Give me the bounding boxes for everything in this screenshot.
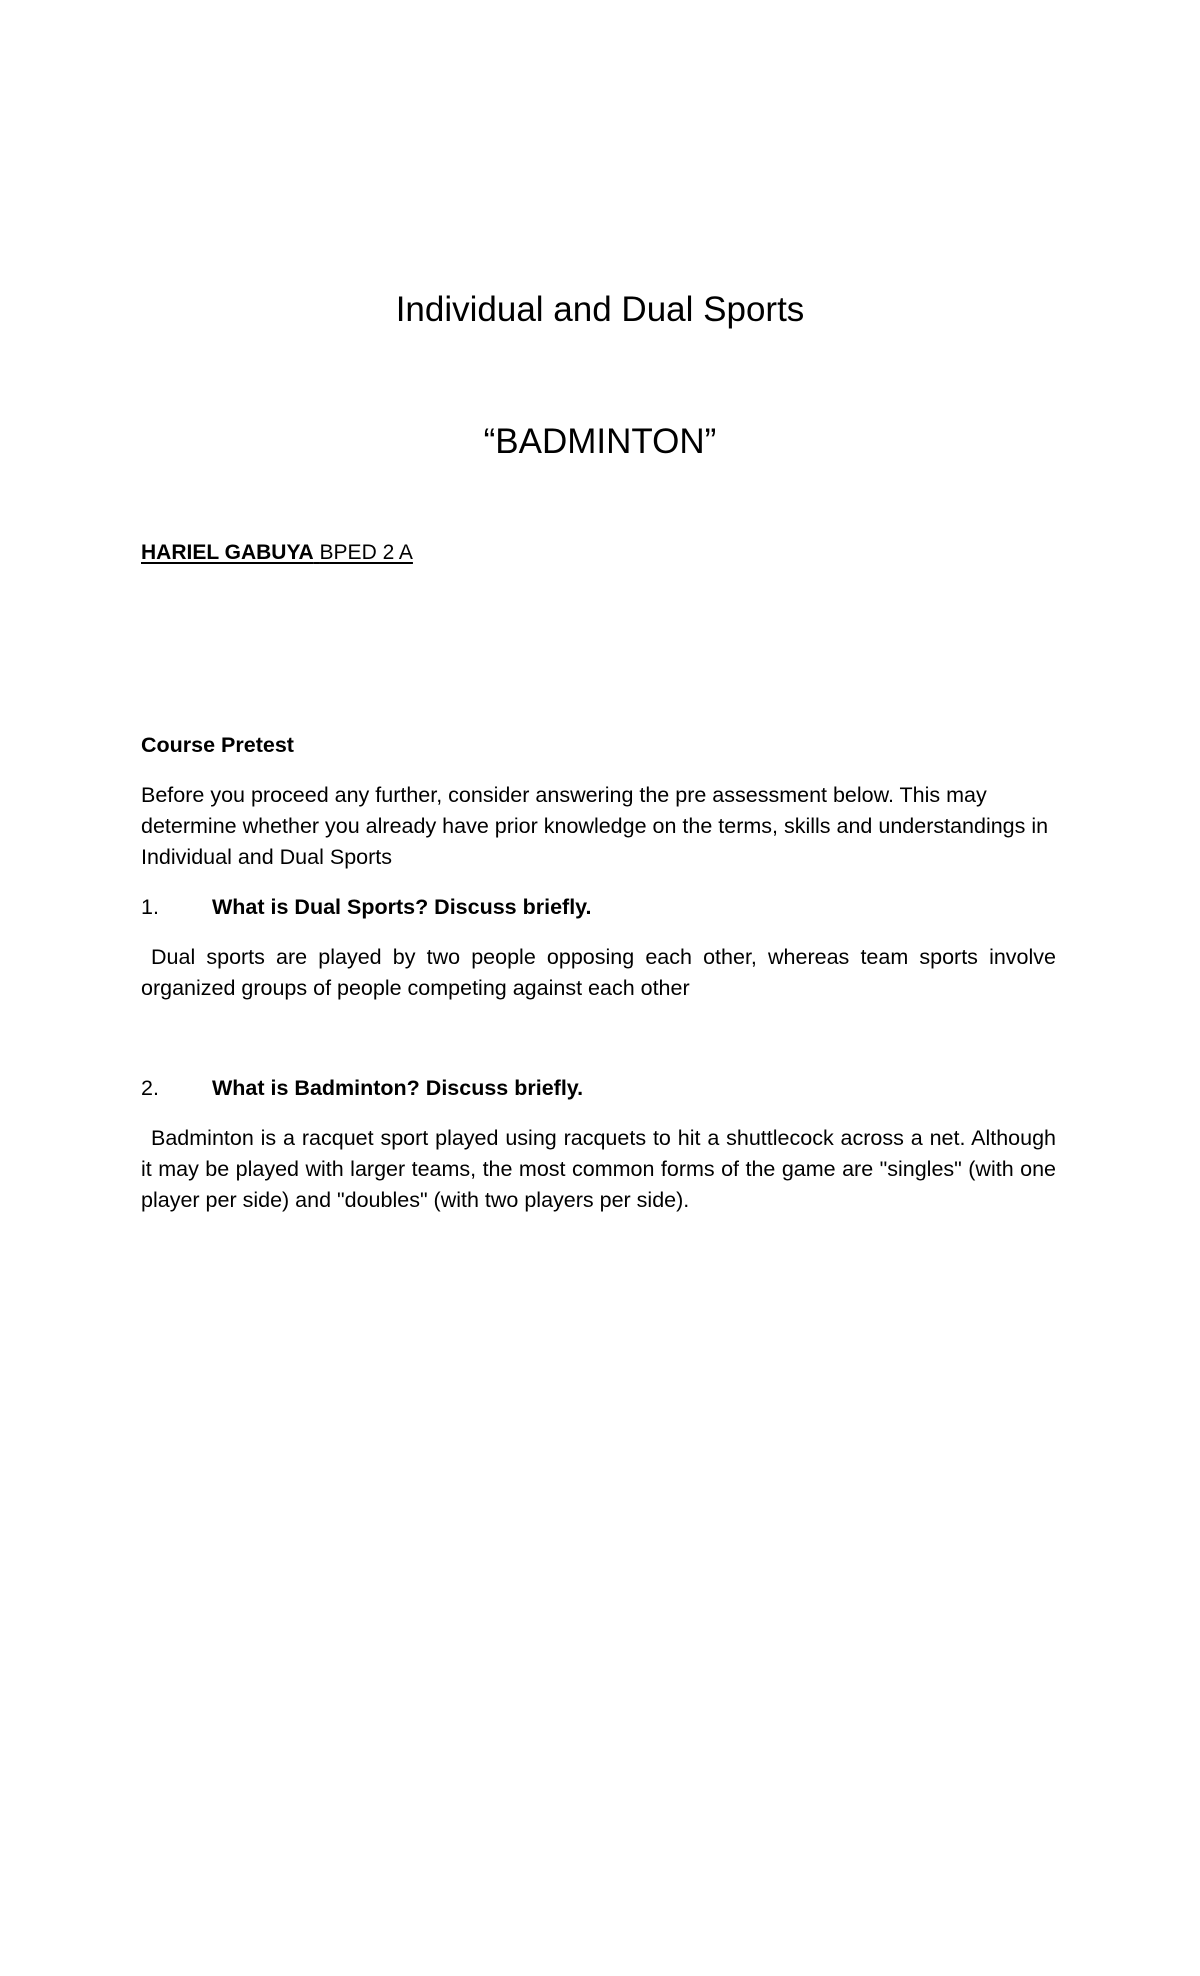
intro-paragraph: Before you proceed any further, consider answering the pre assessment below. This may determine whether you already have prior knowledge on the terms, skills and understandings in Individual and Dual Sports xyxy=(141,783,1049,869)
author-class: BPED 2 A xyxy=(319,541,413,564)
question-text: What is Dual Sports? Discuss briefly. xyxy=(212,895,592,919)
question-number: 2. xyxy=(141,1076,159,1100)
answer-paragraph: Dual sports are played by two people opposing each other, whereas team sports involve organized groups of people competing against each other xyxy=(141,945,1056,1000)
author-name: HARIEL GABUYA xyxy=(141,541,314,564)
section-heading: Course Pretest xyxy=(141,733,294,757)
question-item xyxy=(141,1073,1056,1104)
document-body xyxy=(141,730,1056,1235)
question-text: What is Badminton? Discuss briefly. xyxy=(212,1076,584,1100)
question-item xyxy=(141,892,1056,923)
document-title: Individual and Dual Sports xyxy=(395,290,805,329)
document-subtitle: “BADMINTON” xyxy=(483,422,717,461)
author-line xyxy=(141,539,413,567)
answer-paragraph: Badminton is a racquet sport played using racquets to hit a shuttlecock across a net. Although it may be played with larger teams, the most common forms of the game are "singles" (with one player per side) and "doubles" (with two players per side). xyxy=(141,1126,1056,1212)
spacer xyxy=(141,1023,1056,1073)
question-number: 1. xyxy=(141,895,159,919)
